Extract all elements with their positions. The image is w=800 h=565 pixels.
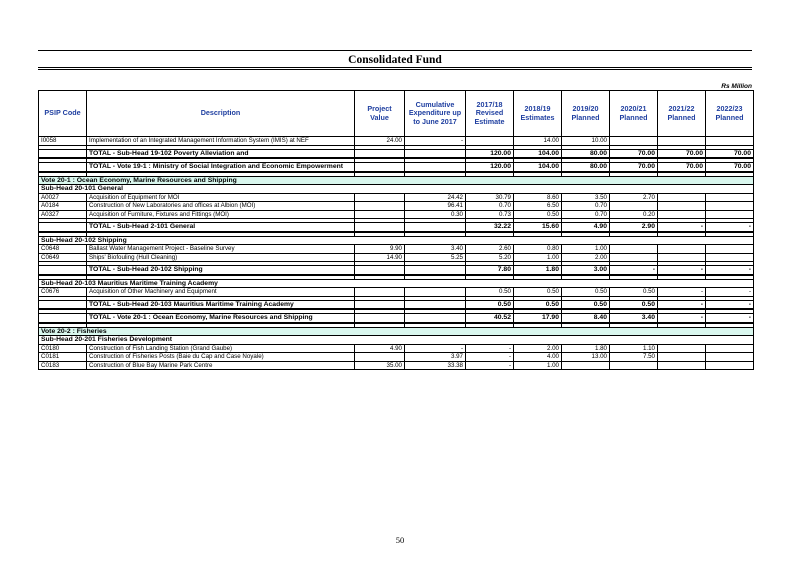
- value-cell: 0.50: [610, 300, 658, 309]
- value-cell: [405, 163, 466, 172]
- value-cell: 13.00: [562, 353, 610, 362]
- value-cell: 0.50: [514, 210, 562, 219]
- value-cell: 0.50: [562, 300, 610, 309]
- value-cell: 70.00: [706, 163, 754, 172]
- value-cell: [706, 361, 754, 370]
- value-cell: 5.25: [405, 253, 466, 262]
- subhead-row: [39, 236, 754, 245]
- value-cell: 35.00: [355, 361, 405, 370]
- title-underline-2: [38, 69, 752, 70]
- total-row: [39, 163, 754, 172]
- psip-code-cell: A0027: [39, 193, 87, 202]
- value-cell: 0.70: [562, 210, 610, 219]
- value-cell: 1.10: [610, 344, 658, 353]
- description-cell: Ships' Biofouling (Hull Cleaning): [87, 253, 355, 262]
- table-row: [39, 202, 754, 211]
- value-cell: [355, 163, 405, 172]
- value-cell: 2.00: [562, 253, 610, 262]
- description-cell: TOTAL - Sub-Head 2-101 General: [87, 223, 355, 232]
- description-cell: Acquisition of Furniture, Fixtures and Fittings (MOI): [87, 210, 355, 219]
- description-cell: Construction of Fisheries Posts (Baie du Cap and Case Noyale): [87, 353, 355, 362]
- table-row: [39, 210, 754, 219]
- col-cumulative: Cumulative Expenditure up to June 2017: [405, 91, 466, 137]
- description-cell: Acquisition of Equipment for MOI: [87, 193, 355, 202]
- value-cell: -: [658, 288, 706, 297]
- col-2018-19: 2018/19 Estimates: [514, 91, 562, 137]
- col-psip-code: PSIP Code: [39, 91, 87, 137]
- table-row: [39, 288, 754, 297]
- value-cell: -: [658, 223, 706, 232]
- value-cell: [355, 288, 405, 297]
- psip-code-cell: I0058: [39, 137, 87, 146]
- value-cell: 10.00: [562, 137, 610, 146]
- value-cell: 33.38: [405, 361, 466, 370]
- value-cell: [405, 149, 466, 158]
- budget-table: [38, 90, 754, 370]
- value-cell: 40.52: [466, 314, 514, 323]
- value-cell: [658, 353, 706, 362]
- total-row: [39, 223, 754, 232]
- value-cell: 70.00: [706, 149, 754, 158]
- value-cell: [658, 344, 706, 353]
- psip-code-cell: C0676: [39, 288, 87, 297]
- value-cell: 0.70: [466, 202, 514, 211]
- value-cell: 8.60: [514, 193, 562, 202]
- value-cell: [706, 137, 754, 146]
- value-cell: 70.00: [610, 163, 658, 172]
- value-cell: -: [466, 361, 514, 370]
- value-cell: 2.90: [610, 223, 658, 232]
- col-2022-23: 2022/23 Planned: [706, 91, 754, 137]
- value-cell: [355, 353, 405, 362]
- value-cell: 5.20: [466, 253, 514, 262]
- description-cell: TOTAL - Sub-Head 19-102 Poverty Alleviation and: [87, 149, 355, 158]
- total-row: [39, 314, 754, 323]
- value-cell: [610, 361, 658, 370]
- value-cell: [610, 245, 658, 254]
- value-cell: 0.50: [562, 288, 610, 297]
- value-cell: -: [706, 288, 754, 297]
- description-cell: TOTAL - Sub-Head 20-102 Shipping: [87, 266, 355, 275]
- value-cell: 104.00: [514, 149, 562, 158]
- value-cell: [658, 137, 706, 146]
- description-cell: Implementation of an Integrated Management Information System (IMIS) at NEF: [87, 137, 355, 146]
- description-cell: TOTAL - Vote 20-1 : Ocean Economy, Marine Resources and Shipping: [87, 314, 355, 323]
- value-cell: [355, 266, 405, 275]
- description-cell: Ballast Water Management Project - Baseline Survey: [87, 245, 355, 254]
- value-cell: 14.90: [355, 253, 405, 262]
- value-cell: [706, 245, 754, 254]
- value-cell: -: [466, 344, 514, 353]
- value-cell: [658, 202, 706, 211]
- value-cell: 0.50: [610, 288, 658, 297]
- psip-code-cell: A0184: [39, 202, 87, 211]
- value-cell: -: [706, 223, 754, 232]
- description-cell: Construction of New Laboratories and offices at Albion (MOI): [87, 202, 355, 211]
- col-project-value: Project Value: [355, 91, 405, 137]
- value-cell: -: [706, 314, 754, 323]
- psip-code-cell: A0327: [39, 210, 87, 219]
- value-cell: 1.00: [562, 245, 610, 254]
- value-cell: [355, 210, 405, 219]
- value-cell: [610, 202, 658, 211]
- value-cell: 7.80: [466, 266, 514, 275]
- value-cell: -: [466, 353, 514, 362]
- value-cell: [706, 202, 754, 211]
- value-cell: 32.22: [466, 223, 514, 232]
- value-cell: 3.50: [562, 193, 610, 202]
- value-cell: -: [658, 314, 706, 323]
- subhead-row: [39, 279, 754, 288]
- subhead-label: Sub-Head 20-102 Shipping: [39, 236, 754, 245]
- value-cell: 4.90: [562, 223, 610, 232]
- value-cell: [405, 300, 466, 309]
- total-row: [39, 266, 754, 275]
- value-cell: 70.00: [610, 149, 658, 158]
- section-row: [39, 176, 754, 185]
- subhead-label: Sub-Head 20-201 Fisheries Development: [39, 336, 754, 345]
- total-row: [39, 300, 754, 309]
- value-cell: 4.90: [355, 344, 405, 353]
- table-row: [39, 253, 754, 262]
- value-cell: [658, 245, 706, 254]
- psip-code-cell: [39, 223, 87, 232]
- value-cell: 8.40: [562, 314, 610, 323]
- col-2021-22: 2021/22 Planned: [658, 91, 706, 137]
- value-cell: 3.97: [405, 353, 466, 362]
- value-cell: [706, 353, 754, 362]
- value-cell: -: [405, 137, 466, 146]
- value-cell: 120.00: [466, 149, 514, 158]
- value-cell: [610, 253, 658, 262]
- section-label: Vote 20-2 : Fisheries: [39, 327, 754, 336]
- value-cell: 0.50: [466, 288, 514, 297]
- value-cell: 15.60: [514, 223, 562, 232]
- value-cell: 17.90: [514, 314, 562, 323]
- table-row: [39, 344, 754, 353]
- value-cell: 0.80: [514, 245, 562, 254]
- col-2019-20: 2019/20 Planned: [562, 91, 610, 137]
- psip-code-cell: C0648: [39, 245, 87, 254]
- section-label: Vote 20-1 : Ocean Economy, Marine Resources and Shipping: [39, 176, 754, 185]
- description-cell: TOTAL - Sub-Head 20-103 Mauritius Maritime Training Academy: [87, 300, 355, 309]
- value-cell: 24.00: [355, 137, 405, 146]
- value-cell: 9.90: [355, 245, 405, 254]
- total-row: [39, 149, 754, 158]
- table-row: [39, 245, 754, 254]
- value-cell: 14.00: [514, 137, 562, 146]
- value-cell: 80.00: [562, 149, 610, 158]
- value-cell: -: [706, 266, 754, 275]
- subhead-row: [39, 185, 754, 194]
- units-label: Rs Million: [721, 83, 752, 90]
- value-cell: 4.00: [514, 353, 562, 362]
- value-cell: [405, 288, 466, 297]
- value-cell: -: [706, 300, 754, 309]
- value-cell: 120.00: [466, 163, 514, 172]
- psip-code-cell: C0181: [39, 353, 87, 362]
- psip-code-cell: [39, 163, 87, 172]
- value-cell: 0.20: [610, 210, 658, 219]
- value-cell: -: [405, 344, 466, 353]
- value-cell: [658, 361, 706, 370]
- value-cell: [355, 314, 405, 323]
- value-cell: 1.80: [514, 266, 562, 275]
- value-cell: [405, 266, 466, 275]
- value-cell: 0.30: [405, 210, 466, 219]
- col-2017-18: 2017/18 Revised Estimate: [466, 91, 514, 137]
- value-cell: 96.41: [405, 202, 466, 211]
- page-title: Consolidated Fund: [348, 54, 442, 66]
- value-cell: 1.00: [514, 361, 562, 370]
- value-cell: 7.50: [610, 353, 658, 362]
- col-2020-21: 2020/21 Planned: [610, 91, 658, 137]
- value-cell: [355, 223, 405, 232]
- table-row: [39, 361, 754, 370]
- value-cell: 0.70: [562, 202, 610, 211]
- value-cell: [706, 344, 754, 353]
- value-cell: [355, 202, 405, 211]
- value-cell: 2.60: [466, 245, 514, 254]
- value-cell: 30.79: [466, 193, 514, 202]
- value-cell: 2.00: [514, 344, 562, 353]
- value-cell: [706, 253, 754, 262]
- value-cell: [658, 253, 706, 262]
- value-cell: 6.50: [514, 202, 562, 211]
- value-cell: 0.50: [514, 288, 562, 297]
- description-cell: Construction of Fish Landing Station (Grand Gaube): [87, 344, 355, 353]
- value-cell: [658, 210, 706, 219]
- section-row: [39, 327, 754, 336]
- col-description: Description: [87, 91, 355, 137]
- top-rule: [38, 50, 752, 51]
- value-cell: 3.40: [610, 314, 658, 323]
- description-cell: Construction of Blue Bay Marine Park Centre: [87, 361, 355, 370]
- value-cell: [466, 137, 514, 146]
- subhead-label: Sub-Head 20-103 Mauritius Maritime Training Academy: [39, 279, 754, 288]
- value-cell: 104.00: [514, 163, 562, 172]
- value-cell: [562, 361, 610, 370]
- psip-code-cell: [39, 266, 87, 275]
- psip-code-cell: C0649: [39, 253, 87, 262]
- table-row: [39, 353, 754, 362]
- value-cell: 3.40: [405, 245, 466, 254]
- psip-code-cell: C0183: [39, 361, 87, 370]
- value-cell: [706, 210, 754, 219]
- page-number: 50: [395, 535, 405, 545]
- value-cell: 24.42: [405, 193, 466, 202]
- value-cell: 80.00: [562, 163, 610, 172]
- value-cell: -: [658, 300, 706, 309]
- value-cell: [355, 193, 405, 202]
- value-cell: [610, 137, 658, 146]
- value-cell: [405, 223, 466, 232]
- table-row: [39, 137, 754, 146]
- description-cell: Acquisition of Other Machinery and Equipment: [87, 288, 355, 297]
- psip-code-cell: [39, 300, 87, 309]
- table-row: [39, 193, 754, 202]
- value-cell: 1.80: [562, 344, 610, 353]
- value-cell: 2.70: [610, 193, 658, 202]
- value-cell: [355, 300, 405, 309]
- value-cell: 0.50: [466, 300, 514, 309]
- value-cell: 3.00: [562, 266, 610, 275]
- value-cell: 1.00: [514, 253, 562, 262]
- value-cell: [706, 193, 754, 202]
- subhead-row: [39, 336, 754, 345]
- subhead-label: Sub-Head 20-101 General: [39, 185, 754, 194]
- value-cell: -: [658, 266, 706, 275]
- value-cell: 70.00: [658, 149, 706, 158]
- title-underline: [38, 67, 752, 68]
- psip-code-cell: [39, 314, 87, 323]
- value-cell: [405, 314, 466, 323]
- table-body: [39, 137, 754, 370]
- value-cell: [658, 193, 706, 202]
- psip-code-cell: C0180: [39, 344, 87, 353]
- psip-code-cell: [39, 149, 87, 158]
- value-cell: [355, 149, 405, 158]
- value-cell: 0.73: [466, 210, 514, 219]
- value-cell: -: [610, 266, 658, 275]
- value-cell: 70.00: [658, 163, 706, 172]
- description-cell: TOTAL - Vote 19-1 : Ministry of Social Integration and Economic Empowerment: [87, 163, 355, 172]
- value-cell: 0.50: [514, 300, 562, 309]
